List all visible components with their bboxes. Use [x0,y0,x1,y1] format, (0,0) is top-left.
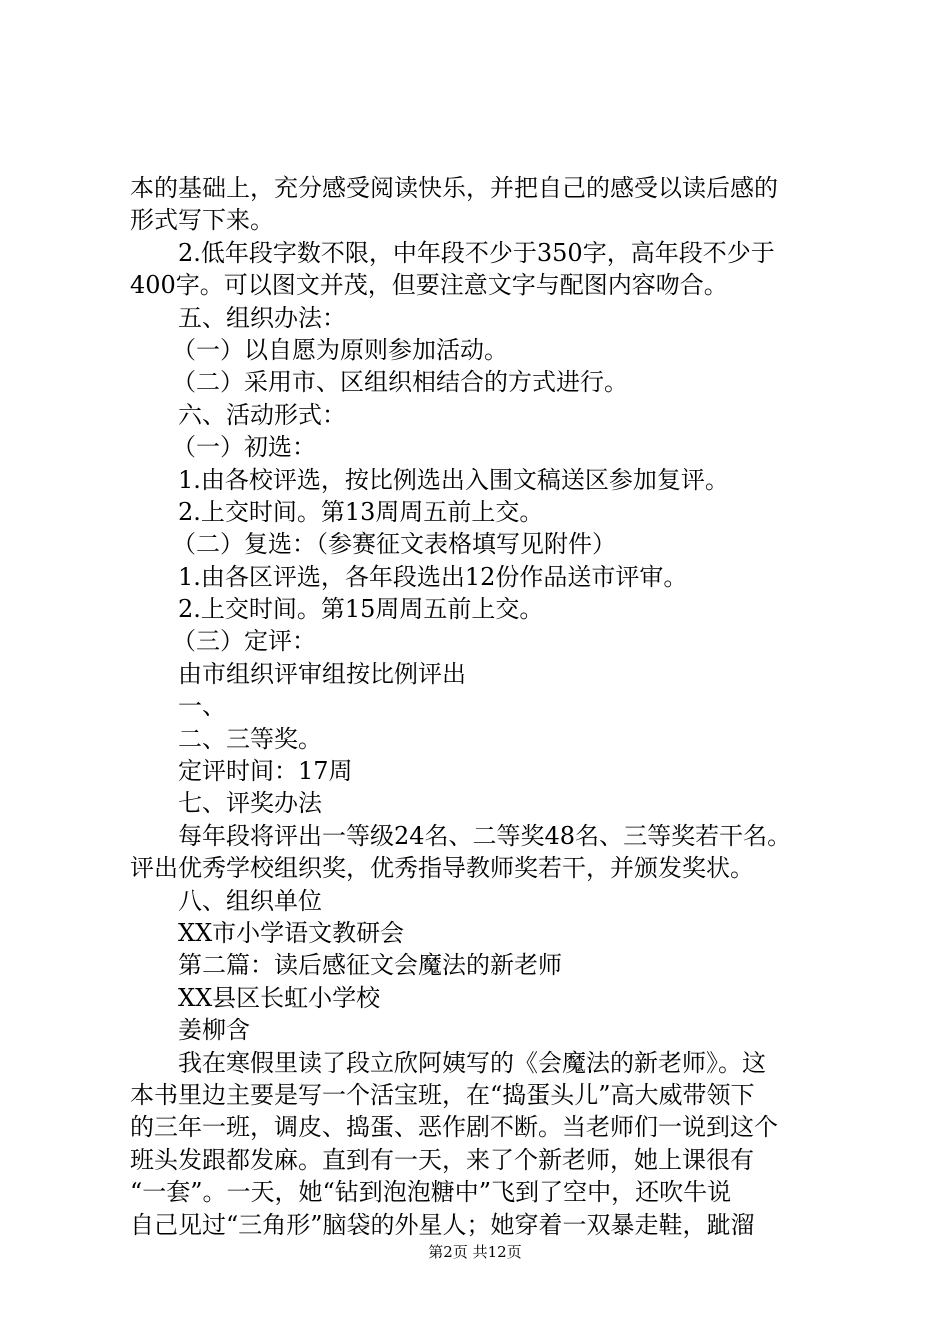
text-line: 本的基础上，充分感受阅读快乐，并把自己的感受以读后感的 [130,174,778,202]
text-line: 本书里边主要是写一个活宝班，在“捣蛋头儿”高大威带领下 [130,1080,755,1109]
text-line: （三）定评： [172,627,316,656]
text-line: 2.低年段字数不限，中年段不少于350字，高年段不少于 [178,238,775,267]
section-heading: 七、评奖办法 [178,789,322,818]
text-line: “一套”。一天，她“钻到泡泡糖中”飞到了空中，还吹牛说 [130,1178,732,1207]
section-heading: 五、组织办法： [178,303,346,332]
text-line: 评出优秀学校组织奖，优秀指导教师奖若干，并颁发奖状。 [130,854,754,883]
text-line: 的三年一班，调皮、捣蛋、恶作剧不断。当老师们一说到这个 [130,1113,778,1142]
section-heading: 六、活动形式： [178,400,346,429]
text-line: 我在寒假里读了段立欣阿姨写的《会魔法的新老师》。这 [178,1048,766,1077]
page-footer: 第2页 共12页 [428,1243,522,1261]
article-title: 第二篇：读后感征文会魔法的新老师 [178,951,562,980]
text-line: （一）初选： [172,433,316,462]
text-line: （二）复选：（参赛征文表格填写见附件） [172,530,616,559]
text-line: 二、三等奖。 [178,724,322,753]
text-line: 形式写下来。 [130,206,274,235]
text-line: 一、 [178,692,226,721]
text-line: 每年段将评出一等级24名、二等奖48名、三等奖若干名。 [178,821,792,850]
text-line: （一）以自愿为原则参加活动。 [172,335,508,364]
text-line: 自己见过“三角形”脑袋的外星人；她穿着一双暴走鞋，跐溜 [130,1210,755,1239]
section-heading: 八、组织单位 [178,886,322,915]
text-line: 1.由各校评选，按比例选出入围文稿送区参加复评。 [178,465,729,494]
author-name: 姜柳含 [178,1016,250,1045]
school-name: XX县区长虹小学校 [178,983,381,1012]
document-body [130,172,842,1241]
text-line: 1.由各区评选，各年段选出12份作品送市评审。 [178,562,688,591]
text-line: 2.上交时间。第13周周五前上交。 [178,497,544,526]
text-line: XX市小学语文教研会 [178,918,405,947]
text-line: 2.上交时间。第15周周五前上交。 [178,595,544,624]
text-line: （二）采用市、区组织相结合的方式进行。 [172,368,628,397]
text-line: 400字。可以图文并茂，但要注意文字与配图内容吻合。 [130,271,728,300]
text-line: 班头发跟都发麻。直到有一天，来了个新老师，她上课很有 [130,1145,754,1174]
text-line: 由市组织评审组按比例评出 [178,659,466,688]
text-line: 定评时间：17周 [178,757,353,786]
